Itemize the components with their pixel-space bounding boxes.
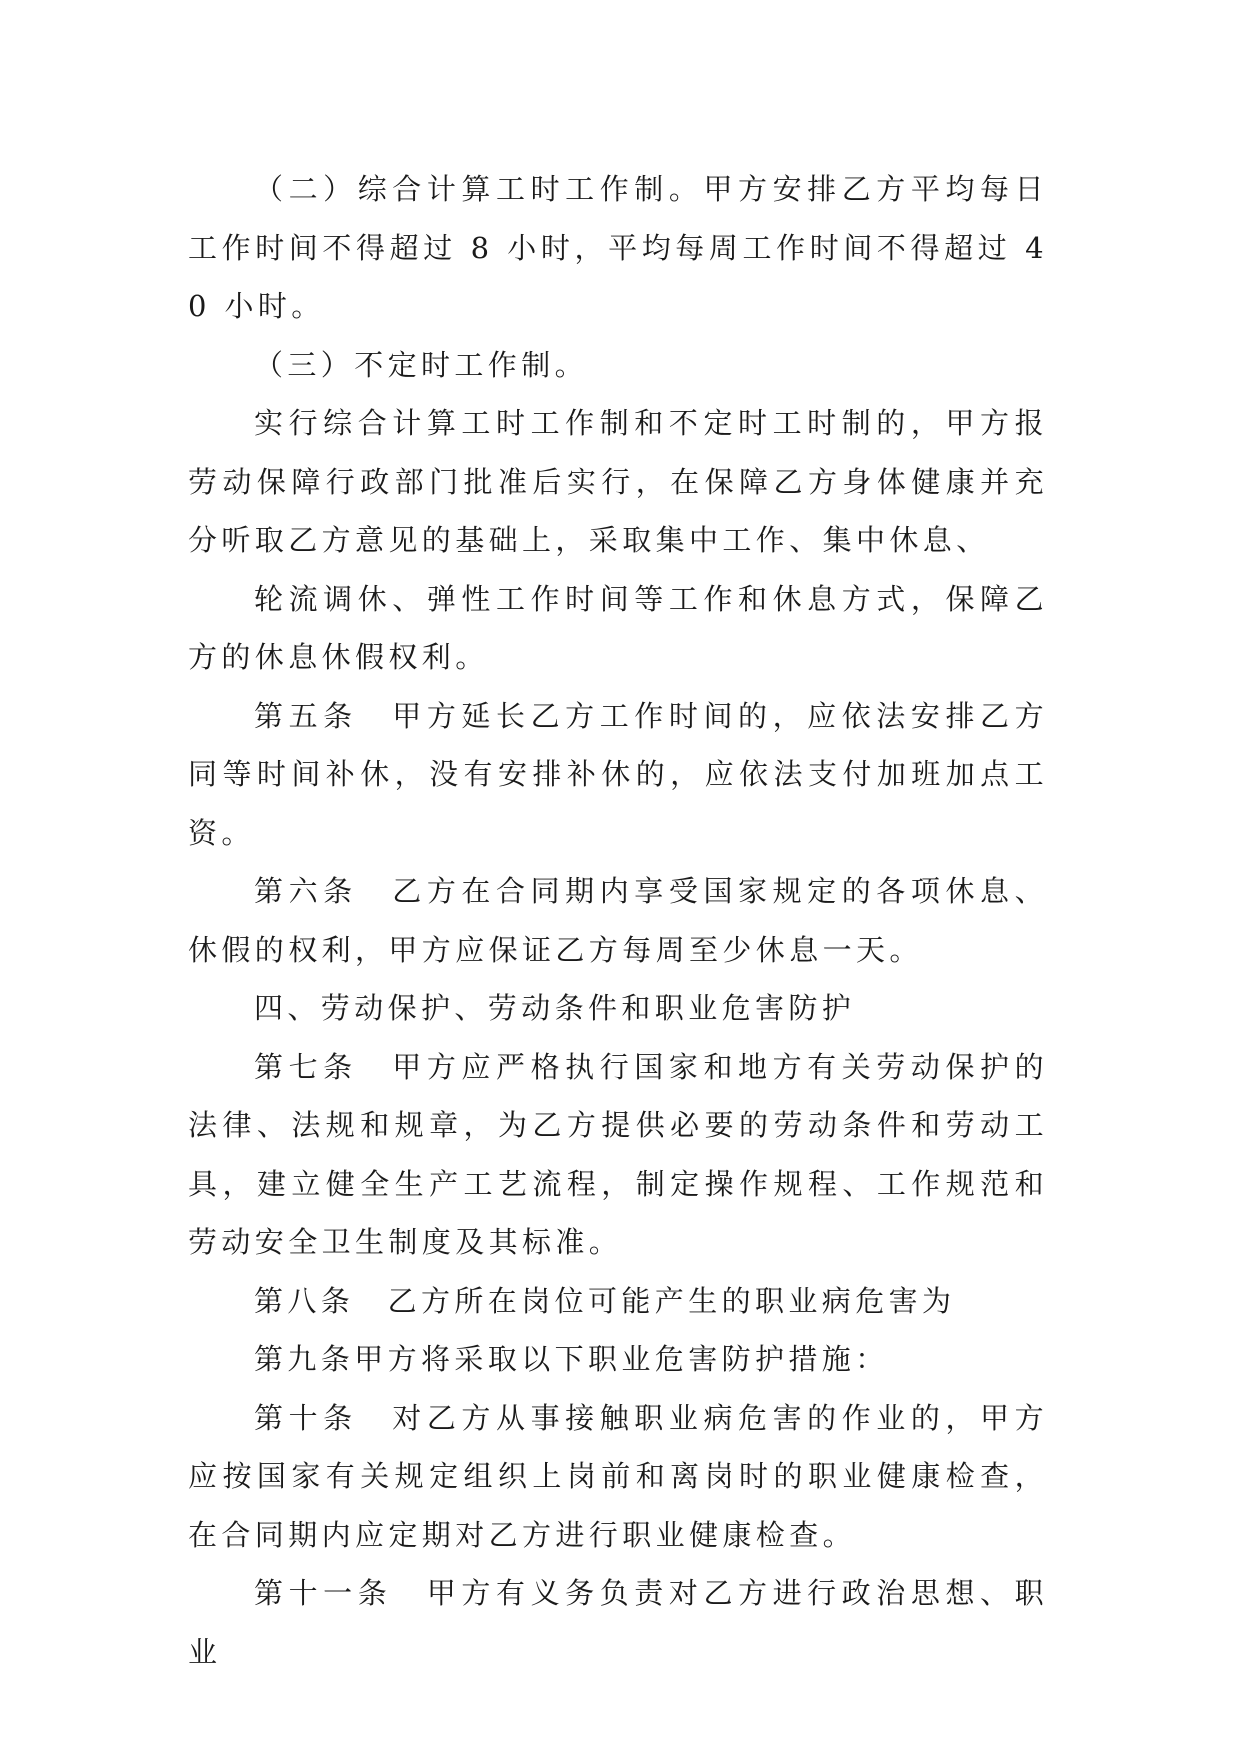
article-11: 第十一条 甲方有义务负责对乙方进行政治思想、职业 bbox=[188, 1576, 1048, 1669]
article-10: 第十条 对乙方从事接触职业病危害的作业的，甲方应按国家有关规定组织上岗前和离岗时的职业健康检查，在合同期内应定期对乙方进行职业健康检查。 bbox=[188, 1400, 1048, 1552]
article-7: 第七条 甲方应严格执行国家和地方有关劳动保护的法律、法规和规章，为乙方提供必要的劳动条件和劳动工具，建立健全生产工艺流程，制定操作规程、工作规范和劳动安全卫生制度及其标准。 bbox=[188, 1049, 1048, 1259]
paragraph-flexible-hours: （三）不定时工作制。 bbox=[254, 347, 589, 382]
article-8: 第八条 乙方所在岗位可能产生的职业病危害为 bbox=[254, 1283, 956, 1318]
paragraph-approval: 实行综合计算工时工作制和不定时工时制的，甲方报劳动保障行政部门批准后实行，在保障乙方身体健康并充分听取乙方意见的基础上，采取集中工作、集中休息、 bbox=[188, 406, 1048, 557]
document-body bbox=[188, 160, 1048, 1681]
article-6: 第六条 乙方在合同期内享受国家规定的各项休息、休假的权利，甲方应保证乙方每周至少休息一天。 bbox=[188, 874, 1048, 967]
article-9: 第九条甲方将采取以下职业危害防护措施： bbox=[254, 1342, 889, 1376]
section-heading-labor-protection: 四、劳动保护、劳动条件和职业危害防护 bbox=[254, 991, 856, 1025]
paragraph-comprehensive-hours: （二）综合计算工时工作制。甲方安排乙方平均每日工作时间不得超过 8 小时，平均每周工作时间不得超过 40 小时。 bbox=[188, 172, 1048, 323]
article-5: 第五条 甲方延长乙方工作时间的，应依法安排乙方同等时间补休，没有安排补休的，应依法支付加班加点工资。 bbox=[188, 698, 1048, 850]
paragraph-rest-methods: 轮流调休、弹性工作时间等工作和休息方式，保障乙方的休息休假权利。 bbox=[188, 581, 1048, 674]
